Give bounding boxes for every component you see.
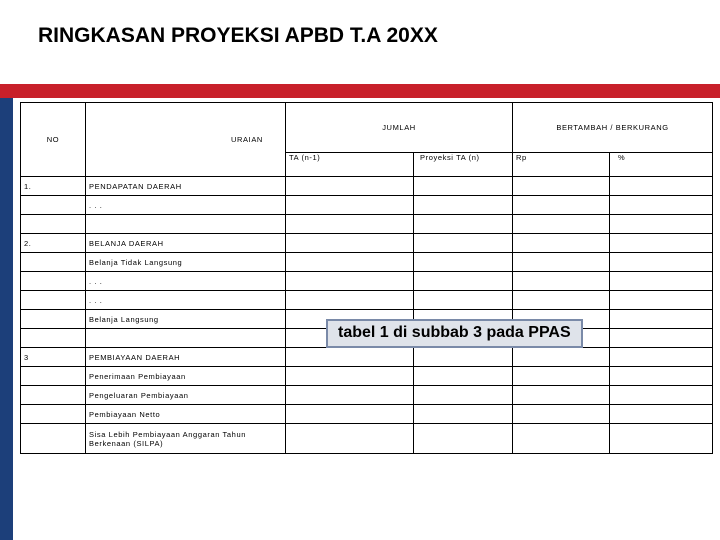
row-no <box>21 367 86 386</box>
row-uraian: Penerimaan Pembiayaan <box>86 367 286 386</box>
table-caption: tabel 1 di subbab 3 pada PPAS <box>326 319 583 348</box>
row-no <box>21 424 86 454</box>
table-row <box>21 348 713 367</box>
table-row <box>21 405 713 424</box>
row-no: 1. <box>21 177 86 196</box>
header-pct: % <box>610 153 713 177</box>
row-uraian: BELANJA DAERAH <box>86 234 286 253</box>
row-no: 3 <box>21 348 86 367</box>
header-bertambah-berkurang: BERTAMBAH / BERKURANG <box>513 103 713 153</box>
table-row <box>21 215 713 234</box>
row-uraian: Belanja Langsung <box>86 310 286 329</box>
blue-accent-bar <box>0 98 13 540</box>
row-no <box>21 405 86 424</box>
row-uraian: Pembiayaan Netto <box>86 405 286 424</box>
table-row <box>21 272 713 291</box>
header-rp: Rp <box>513 153 610 177</box>
row-uraian: Belanja Tidak Langsung <box>86 253 286 272</box>
apbd-summary-table <box>20 102 713 454</box>
row-uraian: . . . <box>86 196 286 215</box>
header-no: NO <box>21 103 86 177</box>
page-title: RINGKASAN PROYEKSI APBD T.A 20XX <box>38 24 438 47</box>
row-no <box>21 329 86 348</box>
row-uraian: Sisa Lebih Pembiayaan Anggaran Tahun Berkenaan (SILPA) <box>86 424 286 454</box>
row-uraian: . . . <box>86 291 286 310</box>
table-row <box>21 386 713 405</box>
header-jumlah: JUMLAH <box>286 103 513 153</box>
row-uraian <box>86 215 286 234</box>
row-no <box>21 310 86 329</box>
table-row <box>21 253 713 272</box>
row-no <box>21 253 86 272</box>
table-row <box>21 196 713 215</box>
row-no <box>21 272 86 291</box>
row-uraian: PEMBIAYAAN DAERAH <box>86 348 286 367</box>
red-accent-bar <box>0 84 720 98</box>
row-no <box>21 196 86 215</box>
header-ta-prev: TA (n-1) <box>286 153 414 177</box>
row-no <box>21 386 86 405</box>
table-row <box>21 234 713 253</box>
table-row <box>21 367 713 386</box>
row-uraian <box>86 329 286 348</box>
table-row <box>21 291 713 310</box>
table-row <box>21 177 713 196</box>
header-proyeksi: Proyeksi TA (n) <box>414 153 513 177</box>
row-no: 2. <box>21 234 86 253</box>
row-no <box>21 291 86 310</box>
table-row <box>21 424 713 454</box>
row-uraian: . . . <box>86 272 286 291</box>
row-uraian: PENDAPATAN DAERAH <box>86 177 286 196</box>
header-uraian: URAIAN <box>86 103 286 177</box>
row-uraian: Pengeluaran Pembiayaan <box>86 386 286 405</box>
row-no <box>21 215 86 234</box>
